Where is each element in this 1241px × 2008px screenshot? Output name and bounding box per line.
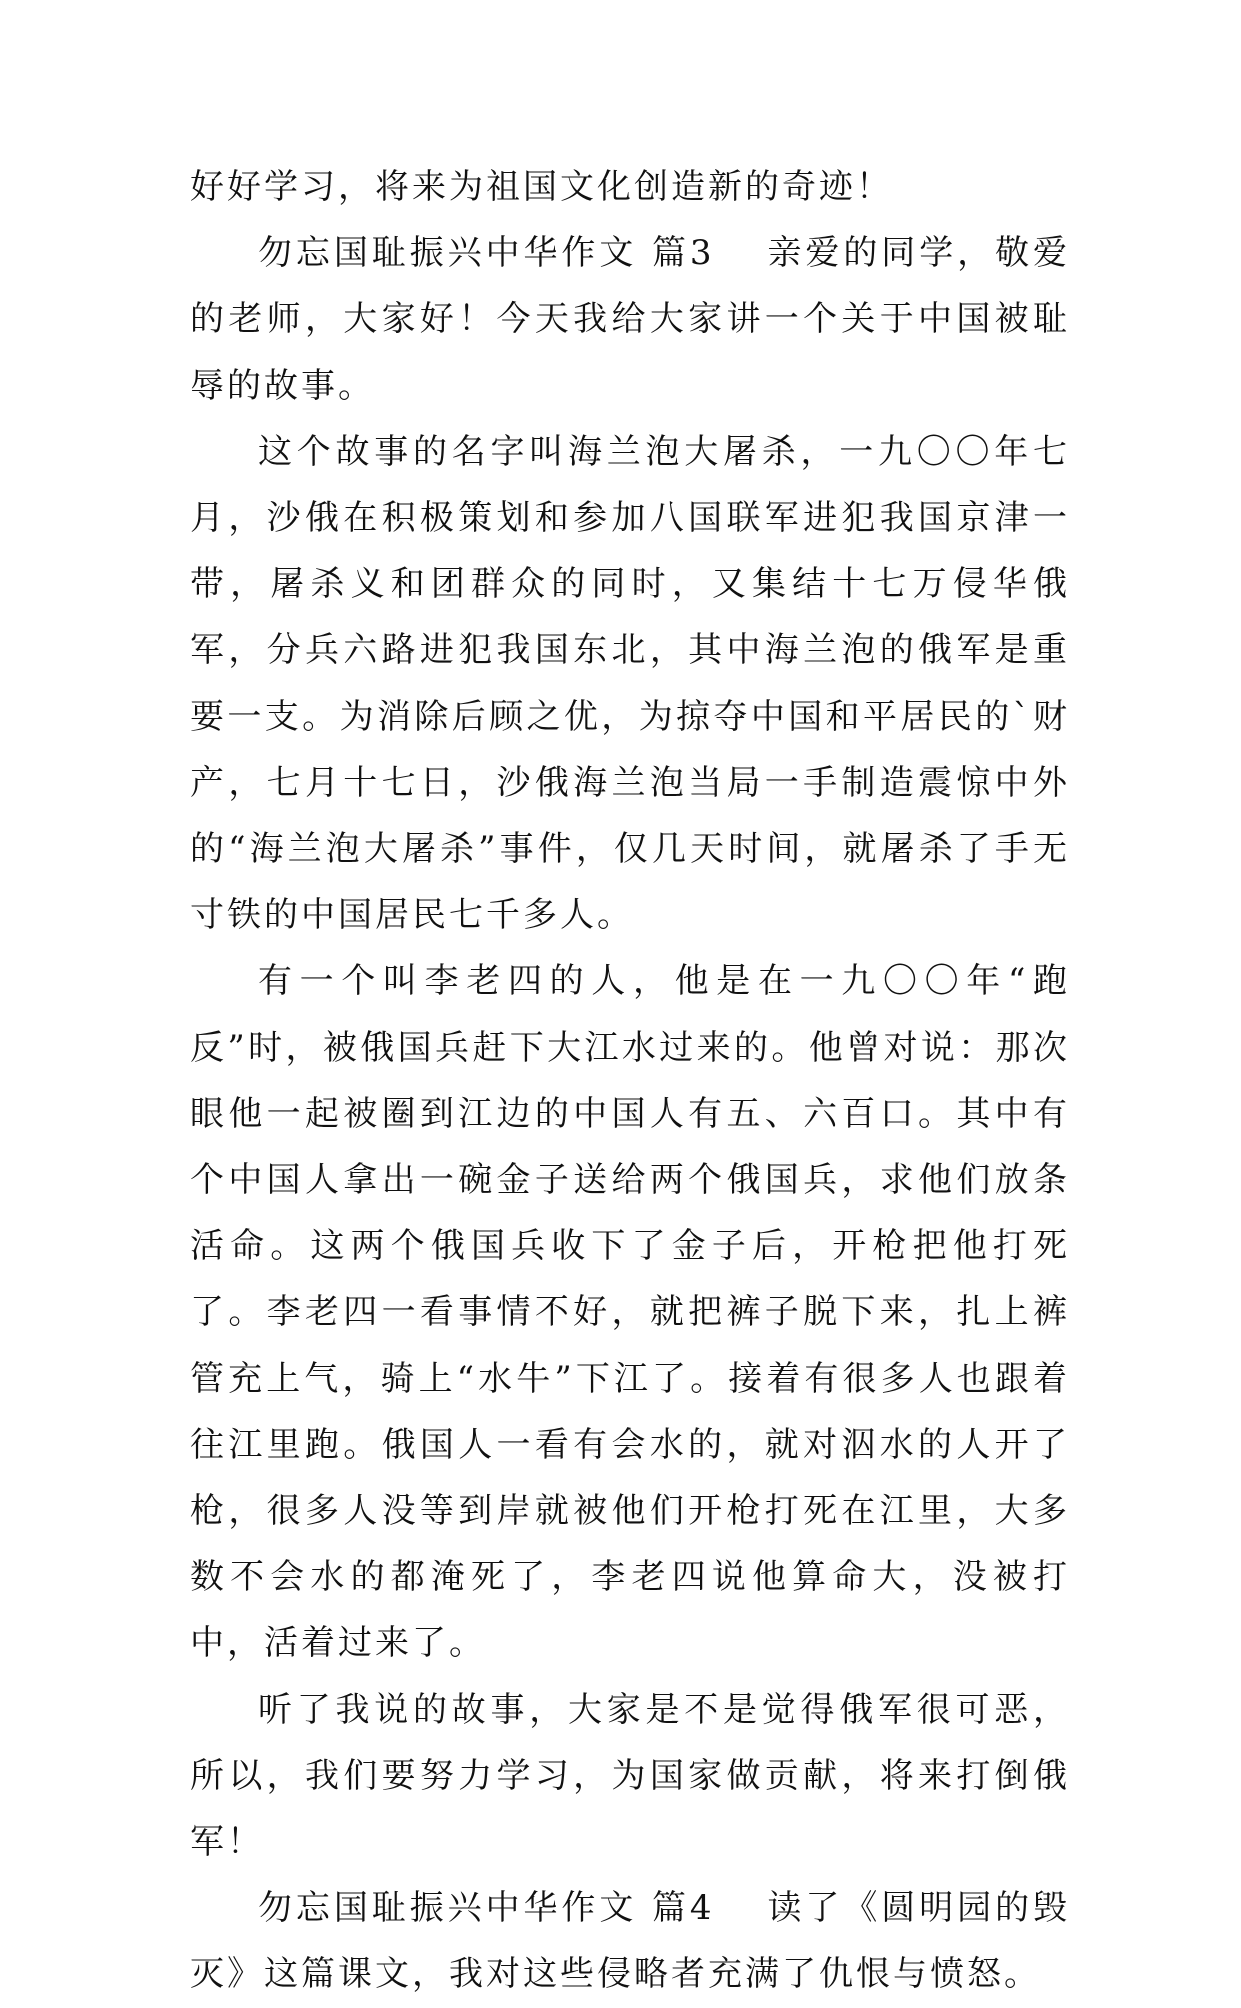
document-body [190, 154, 1070, 2008]
paragraph-text: 这个故事的名字叫海兰泡大屠杀，一九〇〇年七月，沙俄在积极策划和参加八国联军进犯我国京津一带，屠杀义和团群众的同时，又集结十七万侵华俄军，分兵六路进犯我国东北，其中海兰泡的俄军是重要一支。为消除后顾之优，为掠夺中国和平居民的`财产，七月十七日，沙俄海兰泡当局一手制造震惊中外的“海兰泡大屠杀”事件，仅几天时间，就屠杀了手无寸铁的中国居民七千多人。 [190, 431, 1070, 936]
section-heading: 勿忘国耻振兴中华作文 篇3 [258, 233, 715, 274]
paragraph-2 [190, 220, 1070, 419]
section-heading: 勿忘国耻振兴中华作文 篇4 [258, 1888, 715, 1929]
paragraph-4 [190, 948, 1070, 1676]
paragraph-text: 好好学习，将来为祖国文化创造新的奇迹！ [190, 167, 893, 207]
paragraph-text: 听了我说的故事，大家是不是觉得俄军很可恶，所以，我们要努力学习，为国家做贡献，将来打倒俄军！ [190, 1689, 1070, 1863]
paragraph-text: 有一个叫李老四的人，他是在一九〇〇年“跑反”时，被俄国兵赶下大江水过来的。他曾对说：那次眼他一起被圈到江边的中国人有五、六百口。其中有个中国人拿出一碗金子送给两个俄国兵，求他们放条活命。这两个俄国兵收下了金子后，开枪把他打死了。李老四一看事情不好，就把裤子脱下来，扎上裤管充上气，骑上“水牛”下江了。接着有很多人也跟着往江里跑。俄国人一看有会水的，就对泅水的人开了枪，很多人没等到岸就被他们开枪打死在江里，大多数不会水的都淹死了，李老四说他算命大，没被打中，活着过来了。 [190, 961, 1070, 1664]
paragraph-text: 亲爱的同学，敬爱的老师，大家好！今天我给大家讲一个关于中国被耻辱的故事。 [190, 233, 1070, 406]
paragraph-text: 读了《圆明园的毁灭》这篇课文，我对这些侵略者充满了仇恨与愤怒。 [190, 1888, 1070, 1995]
paragraph-1 [190, 154, 1070, 220]
paragraph-5 [190, 1677, 1070, 1876]
paragraph-6 [190, 1875, 1070, 2007]
paragraph-3 [190, 419, 1070, 949]
